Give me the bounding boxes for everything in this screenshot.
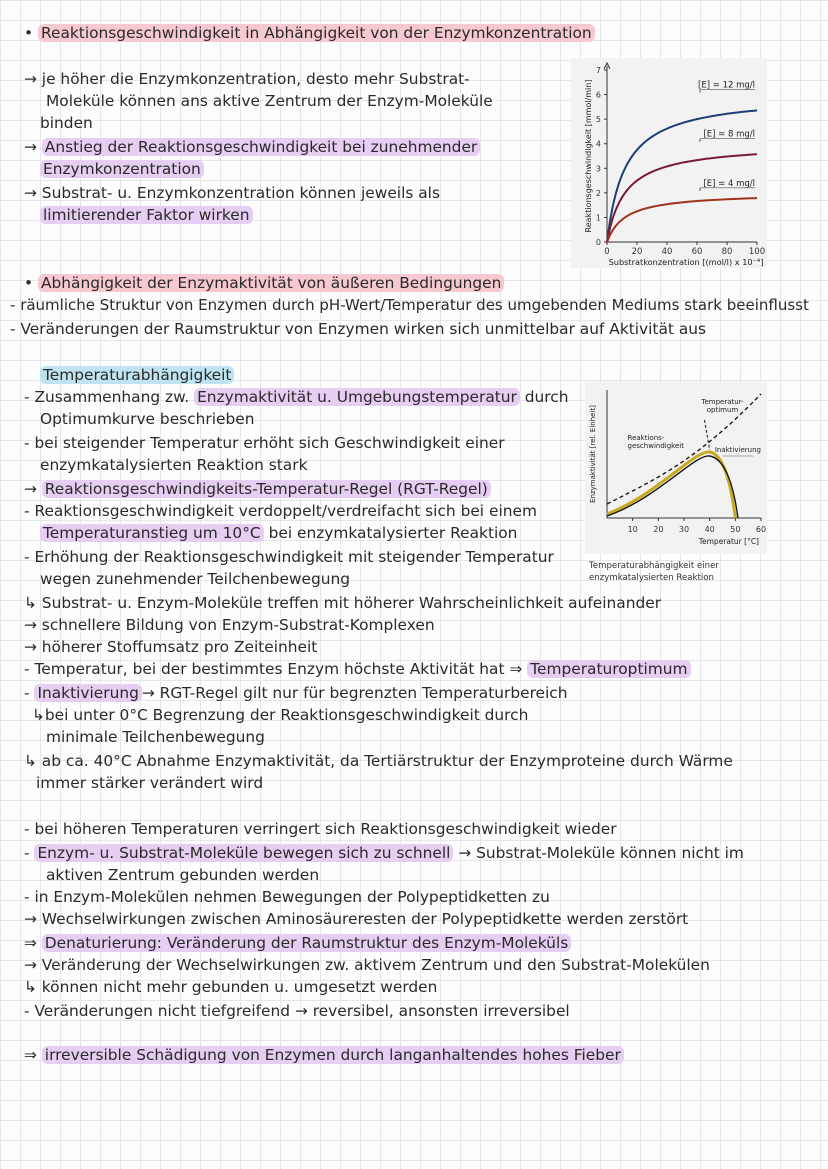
series-label: [E] = 8 mg/l: [703, 129, 755, 140]
note-line: → höherer Stoffumsatz pro Zeiteinheit: [24, 638, 318, 656]
heading-enzymkonzentration: • Reaktionsgeschwindigkeit in Abhängigkeit von der Enzymkonzentration: [24, 22, 595, 44]
note-line: → Reaktionsgeschwindigkeits-Temperatur-Regel (RGT-Regel): [24, 478, 491, 500]
note-line: ⇒ Denaturierung: Veränderung der Raumstruktur des Enzym-Moleküls: [24, 932, 571, 954]
note-line: immer stärker verändert wird: [36, 774, 264, 792]
x-tick-label: 50: [730, 525, 741, 534]
annotation-label: geschwindigkeit: [627, 442, 684, 450]
chart2-svg: [585, 382, 767, 554]
note-line: ↳ können nicht mehr gebunden u. umgesetzt werden: [24, 978, 438, 996]
x-tick-label: 60: [755, 525, 767, 534]
x-tick-label: 40: [704, 525, 715, 534]
note-line: enzymkatalysierten Reaktion stark: [40, 456, 308, 474]
note-line: - räumliche Struktur von Enzymen durch pH-Wert/Temperatur des umgebenden Mediums stark beeinflusst: [10, 296, 809, 314]
note-line: - Inaktivierung → RGT-Regel gilt nur für begrenzten Temperaturbereich: [24, 684, 568, 702]
note-line: Optimumkurve beschrieben: [40, 410, 255, 428]
x-tick-label: 30: [678, 525, 690, 534]
series-label: [E] = 12 mg/l: [698, 80, 755, 91]
annotation-label: Reaktions-: [627, 434, 665, 442]
note-line: ↳ Substrat- u. Enzym-Moleküle treffen mit höherer Wahrscheinlichkeit aufeinander: [24, 594, 662, 612]
x-tick-label: 0: [604, 247, 610, 257]
note-line: ↳bei unter 0°C Begrenzung der Reaktionsgeschwindigkeit durch: [32, 706, 529, 724]
y-tick-label: 0: [595, 238, 601, 247]
note-line: wegen zunehmender Teilchenbewegung: [40, 570, 351, 588]
note-line: limitierender Faktor wirken: [40, 204, 253, 226]
y-tick-label: 2: [595, 188, 601, 198]
x-axis-label: Temperatur [°C]: [698, 537, 759, 546]
x-tick-label: 100: [748, 247, 766, 257]
note-line: Enzymkonzentration: [40, 158, 204, 180]
conclusion-line: ⇒ irreversible Schädigung von Enzymen durch langanhaltendes hohes Fieber: [24, 1044, 624, 1066]
x-tick-label: 40: [661, 247, 673, 257]
y-tick-label: 3: [595, 164, 601, 174]
x-tick-label: 20: [653, 525, 664, 534]
note-line: - Veränderungen der Raumstruktur von Enzymen wirken sich unmittelbar auf Aktivität aus: [10, 320, 707, 338]
subheading-temperaturabhaengigkeit: Temperaturabhängigkeit: [40, 364, 234, 386]
heading-text: Reaktionsgeschwindigkeit in Abhängigkeit von der Enzymkonzentration: [38, 24, 595, 42]
chart1-svg: [571, 58, 767, 268]
x-axis-label: Substratkonzentration [(mol/l) x 10⁻⁴]: [608, 257, 764, 267]
note-line: → schnellere Bildung von Enzym-Substrat-Komplexen: [24, 616, 435, 634]
annotation-label: Inaktivierung: [714, 446, 761, 454]
note-line: - Erhöhung der Reaktionsgeschwindigkeit mit steigender Temperatur: [24, 548, 554, 566]
note-line: - Temperatur, bei der bestimmtes Enzym höchste Aktivität hat ⇒ Temperaturoptimum: [24, 658, 691, 680]
series-label: [E] = 4 mg/l: [703, 178, 755, 189]
x-tick-label: 10: [627, 525, 638, 534]
note-line: → Anstieg der Reaktionsgeschwindigkeit bei zunehmender: [24, 136, 480, 158]
note-line: - bei höheren Temperaturen verringert sich Reaktionsgeschwindigkeit wieder: [24, 820, 617, 838]
note-line: → je höher die Enzymkonzentration, desto mehr Substrat-: [24, 70, 470, 88]
y-axis-label: Enzymaktivität [rel. Einheit]: [589, 405, 597, 503]
heading-aeussere-bedingungen: • Abhängigkeit der Enzymaktivität von äußeren Bedingungen: [24, 272, 504, 294]
series-line: [607, 198, 757, 242]
y-tick-label: 5: [595, 115, 601, 125]
note-line: - Veränderungen nicht tiefgreifend → reversibel, ansonsten irreversibel: [24, 1002, 570, 1020]
note-line: Temperaturanstieg um 10°C bei enzymkatalysierter Reaktion: [40, 522, 517, 544]
note-line: - Reaktionsgeschwindigkeit verdoppelt/verdreifacht sich bei einem: [24, 502, 537, 520]
note-line: - bei steigender Temperatur erhöht sich Geschwindigkeit einer: [24, 434, 505, 452]
x-tick-label: 20: [631, 247, 643, 257]
temperature-chart: [585, 382, 767, 554]
chart2-caption: Temperaturabhängigkeit einer enzymkatalysierten Reaktion: [589, 561, 719, 583]
y-tick-label: 4: [595, 139, 601, 149]
note-line: - Enzym- u. Substrat-Moleküle bewegen sich zu schnell → Substrat-Moleküle können nicht im: [24, 844, 744, 862]
note-line: minimale Teilchenbewegung: [46, 728, 265, 746]
y-tick-label: 1: [595, 213, 601, 223]
note-line: ↳ ab ca. 40°C Abnahme Enzymaktivität, da Tertiärstruktur der Enzymproteine durch Wärme: [24, 752, 733, 770]
y-axis-label: Reaktionsgeschwindigkeit [mmol/min]: [584, 79, 593, 233]
note-line: Moleküle können ans aktive Zentrum der Enzym-Moleküle: [46, 92, 493, 110]
note-line: → Veränderung der Wechselwirkungen zw. aktivem Zentrum und den Substrat-Molekülen: [24, 956, 710, 974]
enzyme-concentration-chart: [571, 58, 767, 268]
note-line: aktiven Zentrum gebunden werden: [46, 866, 320, 884]
y-tick-label: 6: [595, 90, 601, 100]
y-tick-label: 7: [595, 66, 601, 75]
annotation-label: Temperatur-: [701, 398, 744, 406]
annotation-label: optimum: [706, 406, 739, 414]
x-tick-label: 60: [691, 247, 703, 257]
note-line: → Wechselwirkungen zwischen Aminosäureresten der Polypeptidkette werden zerstört: [24, 910, 689, 928]
note-line: → Substrat- u. Enzymkonzentration können jeweils als: [24, 184, 440, 202]
note-line: - Zusammenhang zw. Enzymaktivität u. Umgebungstemperatur durch: [24, 388, 569, 406]
series-line: [607, 456, 738, 518]
x-tick-label: 80: [721, 247, 733, 257]
note-line: - in Enzym-Molekülen nehmen Bewegungen der Polypeptidketten zu: [24, 888, 550, 906]
note-line: binden: [40, 114, 93, 132]
